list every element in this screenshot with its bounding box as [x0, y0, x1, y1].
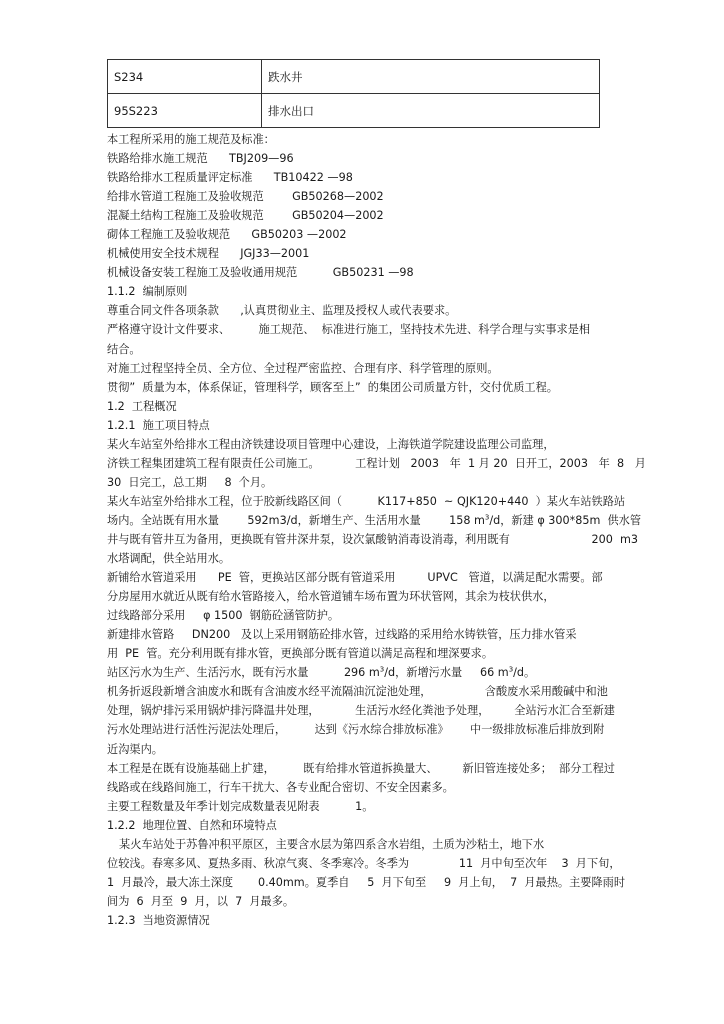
- text-line: 济铁工程集团建筑工程有限责任公司施工。 工程计划 2003 年 1 月 20 日开工，2003 年 8 月: [107, 456, 646, 470]
- text-line: 1.2.1 施工项目特点: [107, 418, 210, 432]
- text-line: 间为 6 月至 9 月，以 7 月最多。: [107, 894, 295, 908]
- text-line: 近沟渠内。: [107, 742, 163, 756]
- text-line: 机械设备安装工程施工及验收通用规范 GB50231 —98: [107, 266, 414, 280]
- text-line: 场内。全站既有用水量 592m3/d，新增生产、生活用水量 158 $m^3/d$，新建 φ 300*85m 供水管: [107, 513, 642, 527]
- text-line: 用 PE 管。充分利用既有排水管，更换部分既有管道以满足高程和埋深要求。: [107, 647, 494, 661]
- text-line: 铁路给排水施工规范 TBJ209—96: [107, 152, 294, 166]
- text-line: 新建排水管路 DN200 及以上采用钢筋砼排水管，过线路的采用给水铸铁管，压力排水管采: [107, 628, 577, 642]
- drawing-code: 95S223: [108, 94, 262, 128]
- text-line: 30 日完工，总工期 8 个月。: [107, 475, 273, 489]
- text-line: 1.2.2 地理位置、自然和环境特点: [107, 818, 277, 832]
- text-line: 混凝土结构工程施工及验收规范 GB50204—2002: [107, 209, 384, 223]
- text-line: 1.1.2 编制原则: [107, 285, 188, 299]
- drawing-code: S234: [108, 60, 262, 94]
- text-line: 1.2.3 当地资源情况: [107, 913, 210, 927]
- text-line: 结合。: [107, 342, 141, 356]
- text-line: 对施工过程坚持全员、全方位、全过程严密监控、合理有序、科学管理的原则。: [107, 361, 499, 375]
- standard-drawing-table: [107, 59, 600, 128]
- text-line: 机械使用安全技术规程 JGJ33—2001: [107, 247, 310, 261]
- text-line: 过线路部分采用 φ 1500 钢筋砼涵管防护。: [107, 609, 340, 623]
- text-line: 分房屋用水就近从既有给水管路接入，给水管道铺车场布置为环状管网，其余为枝状供水，: [107, 590, 555, 604]
- text-line: 线路或在线路间施工，行车干扰大、各专业配合密切、不安全因素多。: [107, 780, 454, 794]
- text-line: 贯彻” 质量为本，体系保证，管理科学，顾客至上” 的集团公司质量方针，交付优质工程。: [107, 380, 558, 394]
- text-line: 处理，锅炉排污采用锅炉排污降温井处理， 生活污水经化粪池予处理， 全站污水汇合至新建: [107, 704, 615, 718]
- text-line: 尊重合同文件各项条款 ,认真贯彻业主、监理及授权人或代表要求。: [107, 304, 457, 318]
- text-line: 1 月最冷，最大冻土深度 0.40mm。夏季自 5 月下旬至 9 月上旬， 7 月最热。主要降雨时: [107, 875, 626, 889]
- text-line: 铁路给排水工程质量评定标准 TB10422 —98: [107, 171, 353, 185]
- document-body: [107, 130, 646, 930]
- text-line: 某火车站处于苏鲁冲积平原区，主要含水层为第四系含水岩组，土质为沙粘土，地下水: [119, 837, 545, 851]
- text-line: 某火车站室外给排水工程由济铁建设项目管理中心建设，上海铁道学院建设监理公司监理，: [107, 437, 555, 451]
- drawing-name: 跌水井: [262, 60, 600, 94]
- text-line: 某火车站室外给排水工程，位于胶新线路区间（ K117+850 ~ QJK120+440 ）某火车站铁路站: [107, 494, 626, 508]
- text-line: 污水处理站进行活性污泥法处理后， 达到《污水综合排放标准》 中一级排放标准后排放到附: [107, 723, 605, 737]
- text-line: 给排水管道工程施工及验收规范 GB50268—2002: [107, 190, 384, 204]
- text-line: 本工程是在既有设施基础上扩建， 既有给排水管道拆换量大、 新旧管连接处多； 部分工程过: [107, 761, 615, 775]
- table-row: [108, 60, 600, 94]
- text-line: 站区污水为生产、生活污水，既有污水量 296 $m^3/d$，新增污水量 66 $m^3/d$。: [107, 665, 536, 680]
- text-line: 水塔调配，供全站用水。: [107, 552, 231, 566]
- text-line: 严格遵守设计文件要求、 施工规范、 标准进行施工，坚持技术先进、科学合理与实事求是相: [107, 323, 591, 337]
- table-row: [108, 94, 600, 128]
- text-line: 井与既有管井互为备用，更换既有管井深井泵，设次氯酸钠消毒设消毒，利用既有 200 m3: [107, 532, 639, 546]
- text-line: 主要工程数量及年季计划完成数量表见附表 1。: [107, 799, 374, 813]
- drawing-name: 排水出口: [262, 94, 600, 128]
- text-line: 1.2 工程概况: [107, 399, 177, 413]
- text-line: 新铺给水管道采用 PE 管，更换站区部分既有管道采用 UPVC 管道，以满足配水需要。部: [107, 571, 603, 585]
- text-line: 砌体工程施工及验收规范 GB50203 —2002: [107, 228, 347, 242]
- text-line: 机务折返段新增含油废水和既有含油废水经平流隔油沉淀池处理， 含酸废水采用酸碱中和池: [107, 685, 608, 699]
- text-line: 位较浅。春寒多风、夏热多雨、秋凉气爽、冬季寒冷。冬季为 11 月中旬至次年 3 月下旬，: [107, 856, 621, 870]
- text-line: 本工程所采用的施工规范及标准：: [107, 133, 275, 146]
